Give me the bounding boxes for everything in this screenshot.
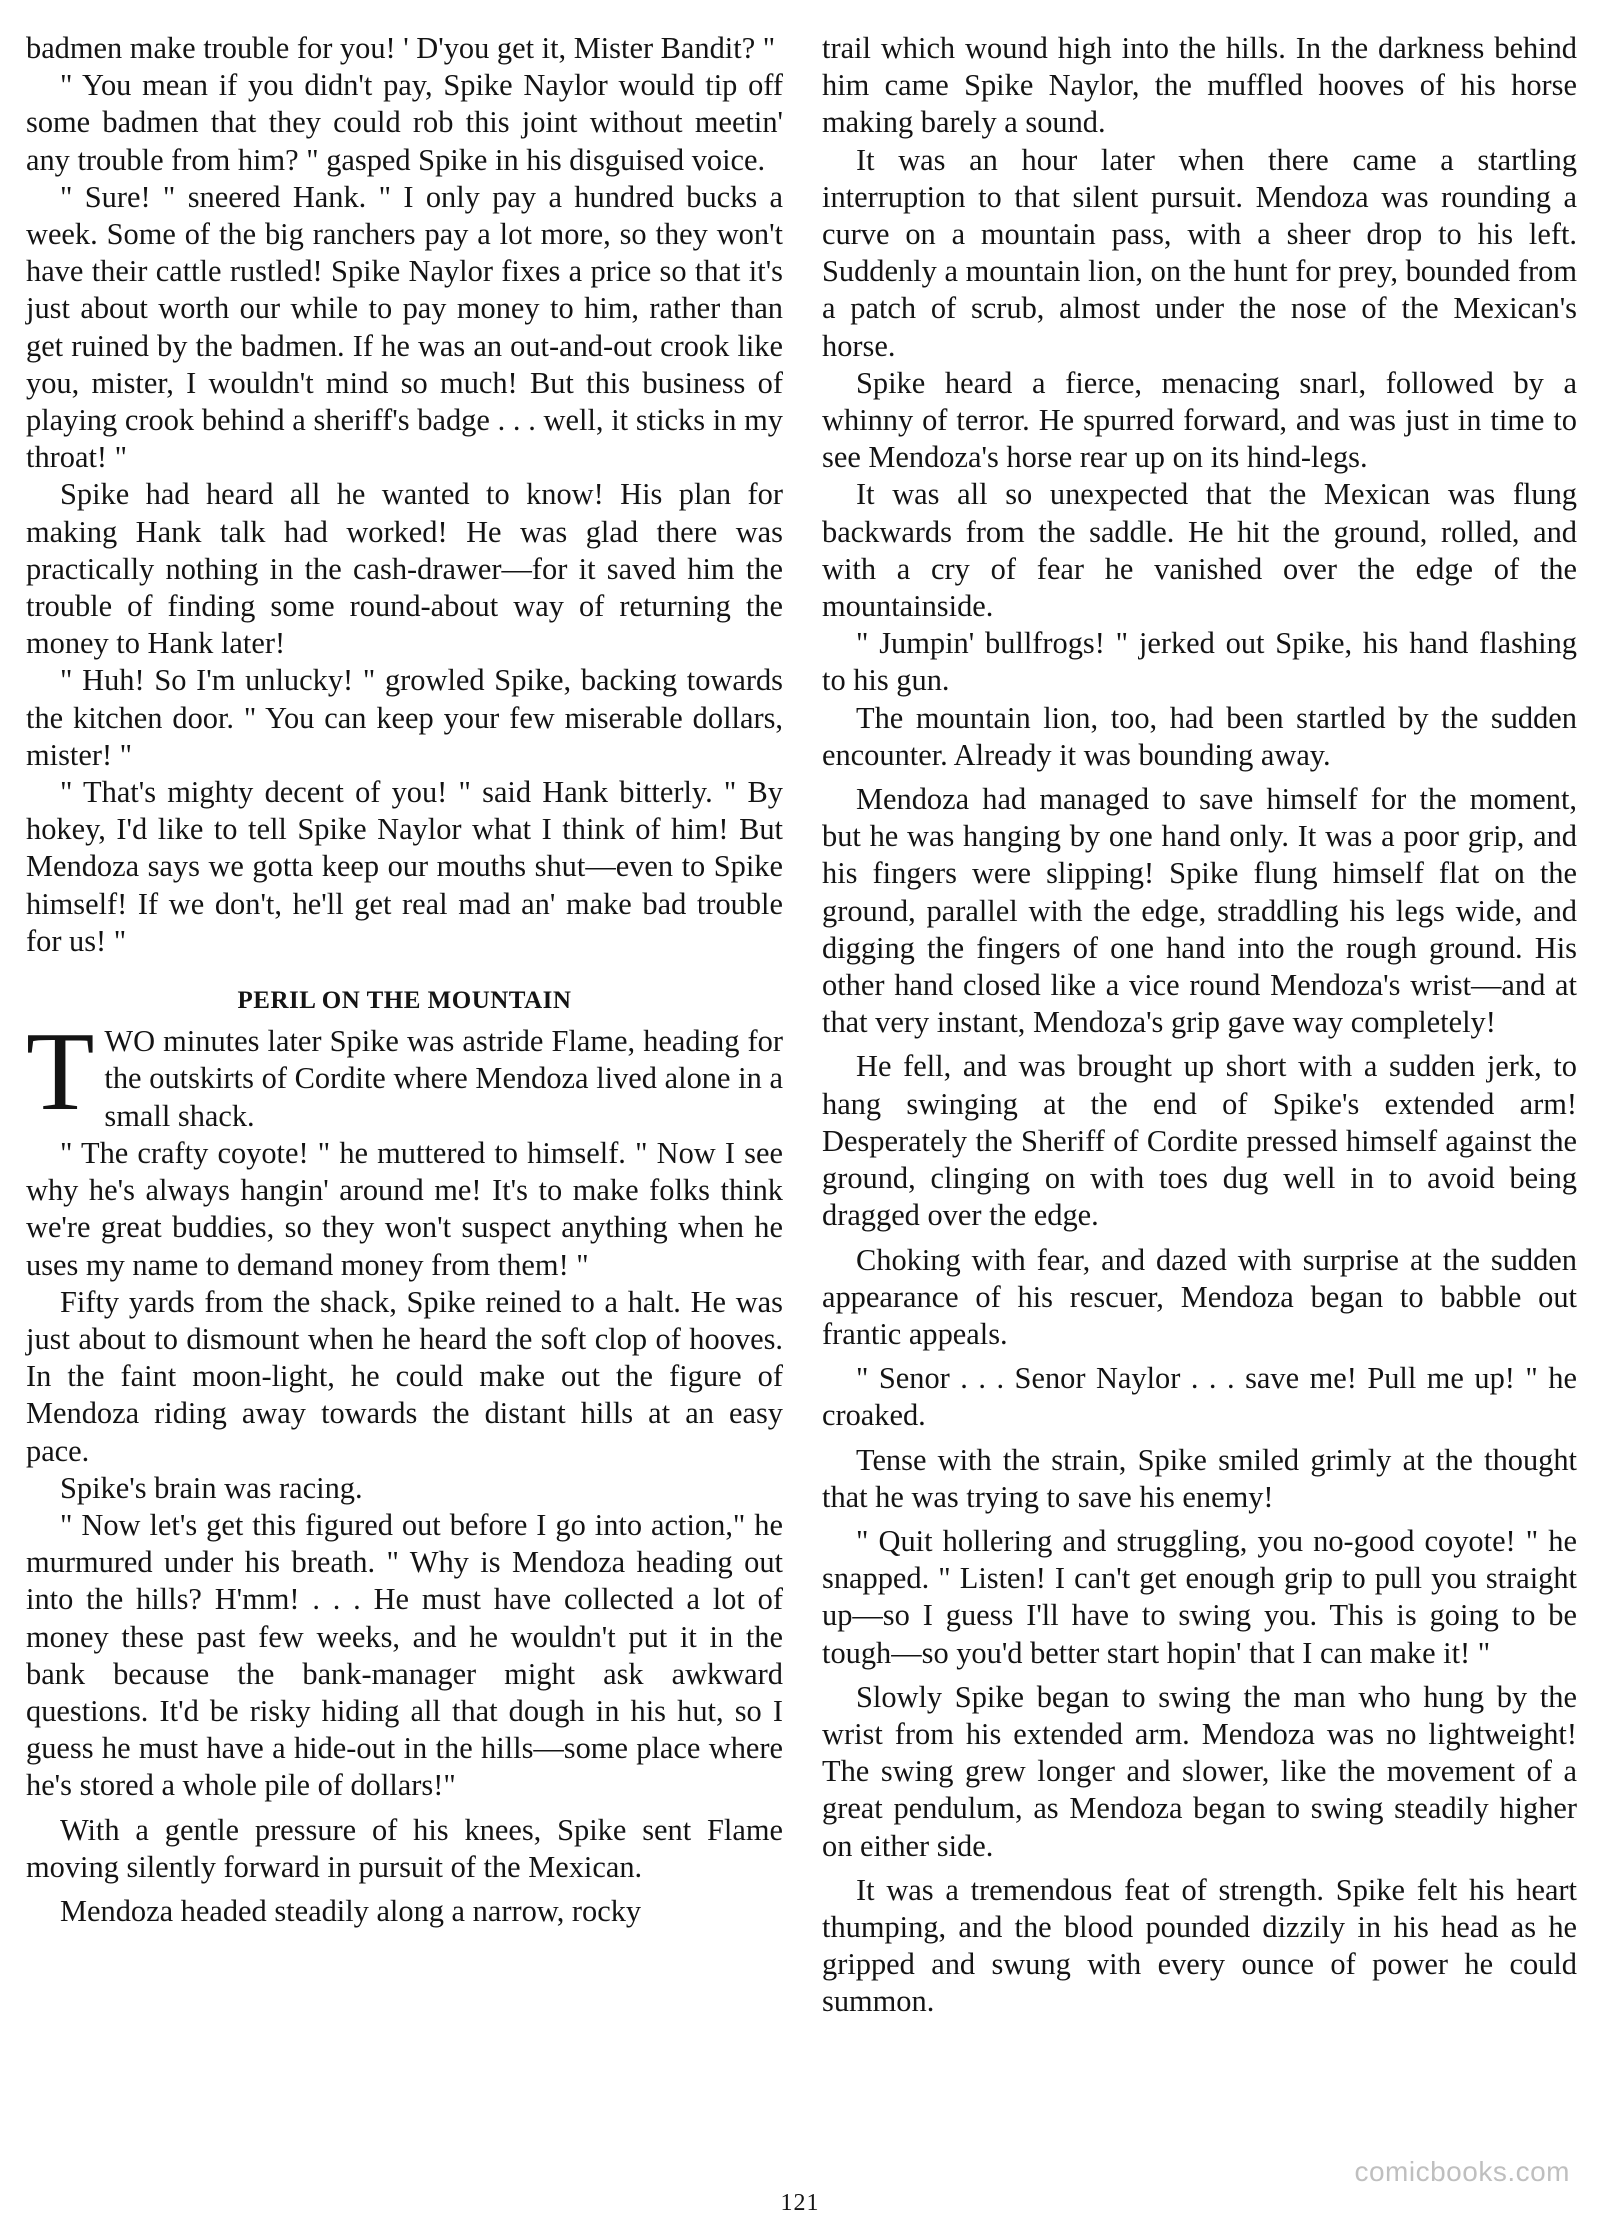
- paragraph: " Jumpin' bullfrogs! " jerked out Spike, his hand flashing to his gun.: [822, 626, 1577, 698]
- paragraph: badmen make trouble for you! ' D'you get it, Mister Bandit? ": [26, 31, 776, 65]
- paragraph: " The crafty coyote! " he muttered to himself. " Now I see why he's always hangin' around me! It's to make folks think we're great buddies, so they won't suspect anything when he uses my name to demand money from them! ": [26, 1135, 783, 1282]
- paragraph: Fifty yards from the shack, Spike reined to a halt. He was just about to dismount when he heard the soft clop of hooves. In the faint moon-light, he could make out the figure of Mendoza riding away towards the distant hills at an easy pace.: [26, 1284, 783, 1468]
- paragraph: It was all so unexpected that the Mexican was flung backwards from the saddle. He hit the ground, rolled, and with a cry of fear he vanished over the edge of the mountainside.: [822, 477, 1577, 624]
- paragraph: With a gentle pressure of his knees, Spike sent Flame moving silently forward in pursuit of the Mexican.: [26, 1812, 783, 1884]
- paragraph: Spike had heard all he wanted to know! His plan for making Hank talk had worked! He was glad there was practically nothing in the cash-drawer—for it saved him the trouble of finding some round-about way of returning the money to Hank later!: [26, 477, 783, 661]
- section-heading: PERIL ON THE MOUNTAIN: [237, 987, 572, 1015]
- paragraph: Choking with fear, and dazed with surprise at the sudden appearance of his rescuer, Mendoza began to babble out frantic appeals.: [822, 1242, 1577, 1351]
- paragraph: " Quit hollering and struggling, you no-good coyote! " he snapped. " Listen! I can't get enough grip to pull you straight up—so I guess I'll have to swing you. This is going to be tough—so you'd better start hopin' that I can make it! ": [822, 1523, 1577, 1670]
- paragraph: The mountain lion, too, had been startled by the sudden encounter. Already it was bounding away.: [822, 700, 1577, 772]
- paragraph-with-dropcap: [26, 1010, 783, 1135]
- paragraph: He fell, and was brought up short with a sudden jerk, to hang swinging at the end of Spike's extended arm! Desperately the Sheriff of Cordite pressed himself against the ground, clinging on with toes dug well in to avoid being dragged over the edge.: [822, 1049, 1577, 1233]
- paragraph: Spike's brain was racing.: [60, 1470, 363, 1505]
- paragraph: " You mean if you didn't pay, Spike Naylor would tip off some badmen that they could rob this joint without meetin' any trouble from him? " gasped Spike in his disguised voice.: [26, 68, 783, 177]
- paragraph: Slowly Spike began to swing the man who hung by the wrist from his extended arm. Mendoza was no lightweight! The swing grew longer and slower, like the movement of a great pendulum, as Mendoza began to swing steadily higher on either side.: [822, 1679, 1577, 1863]
- paragraph: " Now let's get this figured out before I go into action," he murmured under his breath. " Why is Mendoza heading out into the hills? H'mm! . . . He must have collected a lot of money these past few weeks, and he wouldn't put it in the bank because the bank-manager might ask awkward questions. It'd be risky hiding all that dough in his hut, so I guess he must have a hide-out in the hills—some place where he's stored a whole pile of dollars!": [26, 1507, 783, 1803]
- paragraph-text: WO minutes later Spike was astride Flame, heading for the outskirts of Cordite where Mendoza lived alone in a small shack.: [104, 1024, 783, 1133]
- paragraph: Mendoza had managed to save himself for the moment, but he was hanging by one hand only. It was a poor grip, and his fingers were slipping! Spike flung himself flat on the ground, parallel with the edge, straddling his legs wide, and digging the fingers of one hand into the rough ground. His other hand closed like a vice round Mendoza's wrist—and at that very instant, Mendoza's grip gave way completely!: [822, 782, 1577, 1040]
- left-column: [26, 30, 783, 1930]
- paragraph: It was an hour later when there came a startling interruption to that silent pursuit. Mendoza was rounding a curve on a mountain pass, with a sheer drop to his left. Suddenly a mountain lion, on the hunt for prey, bounded from a patch of scrub, almost under the nose of the Mexican's horse.: [822, 142, 1577, 363]
- paragraph: " Sure! " sneered Hank. " I only pay a hundred bucks a week. Some of the big ranchers pay a lot more, so they won't have their cattle rustled! Spike Naylor fixes a price so that it's just about worth our while to pay money to him, rather than get ruined by the badmen. If he was an out-and-out crook like you, mister, I wouldn't mind so much! But this business of playing crook behind a sheriff's badge . . . well, it sticks in my throat! ": [26, 179, 783, 475]
- paragraph: Spike heard a fierce, menacing snarl, followed by a whinny of terror. He spurred forward, and was just in time to see Mendoza's horse rear up on its hind-legs.: [822, 365, 1577, 475]
- page-number: 121: [780, 2190, 820, 2216]
- paragraph: Tense with the strain, Spike smiled grimly at the thought that he was trying to save his enemy!: [822, 1442, 1577, 1514]
- drop-cap: T: [26, 1010, 95, 1135]
- paragraph: " Huh! So I'm unlucky! " growled Spike, backing towards the kitchen door. " You can keep your few miserable dollars, mister! ": [26, 663, 783, 772]
- paragraph: " Senor . . . Senor Naylor . . . save me! Pull me up! " he croaked.: [822, 1361, 1577, 1433]
- paragraph: " That's mighty decent of you! " said Hank bitterly. " By hokey, I'd like to tell Spike Naylor what I think of him! But Mendoza says we gotta keep our mouths shut—even to Spike himself! If we don't, he'll get real mad an' make bad trouble for us! ": [26, 775, 783, 958]
- paragraph: trail which wound high into the hills. In the darkness behind him came Spike Naylor, the muffled hooves of his horse making barely a sound.: [822, 31, 1577, 140]
- right-column: [822, 30, 1577, 2021]
- paragraph: Mendoza headed steadily along a narrow, rocky: [60, 1893, 642, 1928]
- watermark: comicbooks.com: [1354, 2156, 1570, 2187]
- paragraph: It was a tremendous feat of strength. Spike felt his heart thumping, and the blood pounded dizzily in his head as he gripped and swung with every ounce of power he could summon.: [822, 1872, 1577, 2019]
